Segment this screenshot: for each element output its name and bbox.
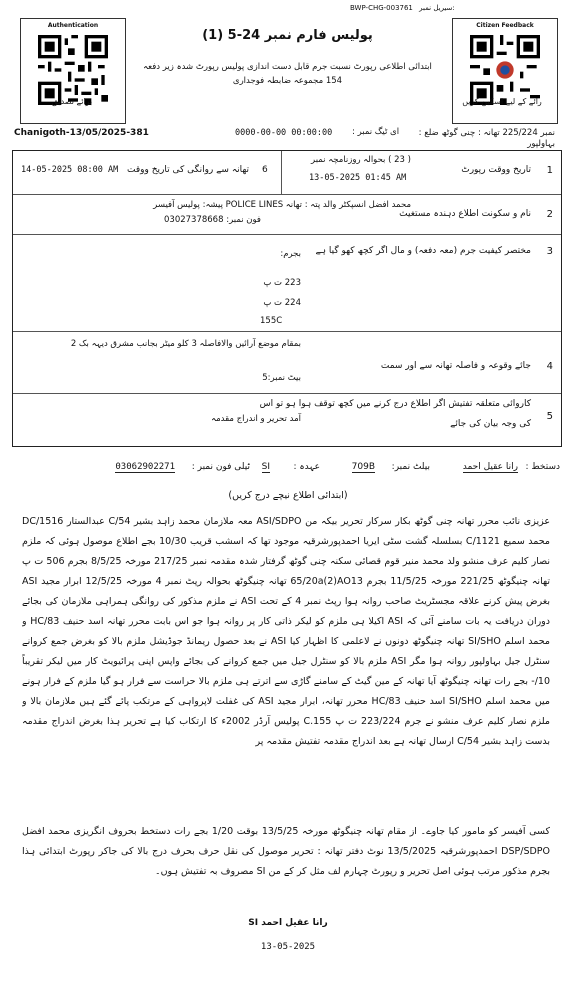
- feedback-qr-box[interactable]: [452, 18, 558, 124]
- row-1-label: تاریخ ووقت رپورٹ: [461, 165, 531, 175]
- eticket-label: ای ٹیگ نمبر :: [352, 127, 400, 137]
- row-3-section-2: 224 ت پ: [263, 298, 301, 308]
- row-6-label: تھانہ سے روانگی کی تاریخ ووقت: [127, 165, 249, 175]
- phone-label: ٹیلی فون نمبر :: [191, 462, 250, 472]
- row-5-label: کاروائی متعلقہ تفتیش اگر اطلاع درج کرنے میں کچھ توقف ہوا ہو تو اس: [259, 399, 531, 409]
- rank-label: عہدہ :: [293, 462, 320, 472]
- row-3-section-1: 223 ت پ: [263, 278, 301, 288]
- feedback-caption: رائے کے لیے اسکین کریں: [462, 97, 542, 106]
- row-2-complainant: محمد افضل انسپکٹر والد پتہ : تھانہ POLICE LINES پیشہ: پولیس آفیسر: [153, 200, 411, 210]
- row-6-number: 6: [262, 165, 268, 175]
- row-2-label: نام و سکونت اطلاع دہندہ مستغیث: [399, 209, 531, 219]
- closing-paragraph: کسی آفیسر کو مامور کیا جاوے۔ از مقام تھانہ چنیگوٹھ مورخہ 13/5/25 بوقت 1/20 بجے رات دستخط بحروف انگریزی محمد افضل DSP/SDPO احمدپورشرقیہ 13/5/2025 نوٹ دفتر تھانہ : تحریر موصول کی نقل حرف بحرف درج بالا کی جاکر رپورٹ ابتدائی ہذا بجرم مذکور مرتب ہوئی اصل تحریر و رپورٹ چہارم لف مثل کر کے من SI مصروف بہ تفتیش ہوں۔: [22, 826, 550, 877]
- fir-details-table: [12, 150, 562, 447]
- belt-value: 709B: [351, 462, 375, 472]
- officer-name: رانا عقیل احمد SI: [248, 918, 328, 928]
- form-subtitle: ابتدائی اطلاعی رپورٹ نسبت جرم قابل دست اندازی پولیس رپورٹ شدہ زیر دفعہ 154 مجموعہ ضابطہ فوجداری: [143, 62, 432, 86]
- row-4-location: بمقام موضع آرائیں والافاصلہ 3 کلو میٹر بجانب مشرق دیہہ بک 2: [70, 339, 301, 349]
- serial-number: [350, 4, 455, 12]
- row-3-label: مختصر کیفیت جرم (معہ دفعہ) و مال اگر کچھ کھو گیا ہے: [315, 246, 531, 256]
- authentication-title: Authentication: [47, 22, 99, 29]
- authentication-qr-box[interactable]: [20, 18, 126, 124]
- signature-label: دستخط :: [525, 462, 560, 472]
- authentication-qr-icon: [38, 35, 108, 105]
- row-3-crime-label: بجرم:: [280, 249, 301, 259]
- phone-value: 03062902271: [115, 462, 175, 472]
- row-2-number: 2: [546, 209, 553, 220]
- row-5-label-cont: کی وجہ بیان کی جائے: [450, 419, 531, 429]
- rank-value: SI: [261, 462, 270, 472]
- row-1-datetime: 13-05-2025 01:45 AM: [309, 173, 407, 183]
- row-3-number: 3: [546, 246, 553, 257]
- eticket-value: 0000-00-00 00:00:00: [235, 128, 333, 138]
- row-4-number: 4: [546, 361, 553, 372]
- row-4-label: جائے وقوعہ و فاصلہ تھانہ سے اور سمت: [380, 361, 531, 371]
- row-6-datetime: 14-05-2025 08:00 AM: [21, 165, 119, 175]
- authentication-caption: برائے تصدیق: [51, 97, 93, 106]
- feedback-title: Citizen Feedback: [476, 22, 534, 29]
- signature-line: [12, 462, 560, 480]
- row-5-action: آمد تحریر و اندراج مقدمہ: [211, 414, 301, 424]
- serial-label: سیریل نمبر:: [419, 4, 455, 12]
- row-5-number: 5: [546, 411, 553, 422]
- row-2-phone: فون نمبر: 03027378668: [164, 215, 261, 225]
- row-4-beat: بیٹ نمبر:5: [262, 373, 301, 383]
- row-1-reference: ( 23 ) بحوالہ روزنامچہ نمبر: [311, 155, 411, 165]
- first-information-paragraph: عزیزی نائب محرر تھانہ چنی گوٹھ بکار سرکار تحریر بیکہ من ASI/SDPO معہ ملازمان محمد زاہد بشیر 54/C عبدالستار 1516/DC محمد سمیع 1121/C بسلسلہ گشت سٹی ایریا احمدپورشرقیہ موجود تھا کہ اسشب قریب 10/30 بجے اطلاع موصول ہوئی کہ ملزم نصار کلیم عرف منشو ولد محمد منیر قوم قصائی سکنہ چنی گوٹھ گرفتار شدہ مقدمہ نمبر 217/25 مورخہ 8/5/25 بجرم 506 ت پ تھانہ چنیگوٹھ 221/25 مورخہ 11/5/25 بجرم 65/20a(2)AO13 تھانہ چنیگوٹھ بحوالہ رپٹ نمبر 4 مورخہ 12/5/25 ابرار مجید ASI بغرض پیش کرنے علاقہ مجسٹریٹ صاحب روانہ ہوا رپٹ نمبر 4 کے تحت ASI نے ملزم مذکور کی روانگی ہمراہی ملازمان کی بجائے دوران دریافت یہ بات سامنے آئی کہ ASI اکیلا ہی ملزم کو لیکر ذاتی کار پر روانہ ہوا جو اس بابت محرر تھانہ اسد حنیف 83/HC و محمد اسلم SI/SHO تھانہ چنیگوٹھ دونوں نے لاعلمی کا اظہار کیا ASI نے بعد حصول ریمانڈ جوڈیشل ملزم بالا کو بغرض جمع کروانے سنٹرل جیل بہاولپور روانہ ہوا مگر ASI ملزم بالا کو سنٹرل جیل میں جمع کروانے کی بجائے واپس اپنی پرائیویٹ کار میں لیکر تقریباً 10/- بجے رات تھانہ چنیگوٹھ آیا تھانہ کے مین گیٹ کے سامنے گاڑی سے اترتے ہی ملزم بالا حراست سے فرار ہو گیا ملزم کے فرار ہونے میں محمد اسلم SI/SHO اسد حنیف 83/HC محرر تھانہ، ابرار مجید ASI کی غفلت لاپرواہی کے مرتکب پائے گئے ہیں ملازمان بالا و ملزم نصار کلیم عرف منشو نے جرم 223/224 ت پ C.155 پولیس آرڈر 2002ء کا ارتکاب کیا ہے تحریر ہذا بغرض اندراج مقدمہ بدست زاہد بشیر 54/C ارسال تھانہ ہے بعد اندراج مقدمہ تفتیش مقدمہ پر: [22, 516, 550, 747]
- row-1-number: 1: [546, 165, 553, 176]
- row-3-section-3: 155C: [260, 316, 283, 326]
- serial-value: BWP-CHG-003761: [350, 4, 413, 12]
- fir-number-line: نمبر 225/224 تھانہ : چنی گوٹھ ضلع : بہاولپور: [418, 128, 555, 149]
- paragraph-heading: (ابتدائی اطلاع نیچے درج کریں): [228, 490, 348, 501]
- feedback-qr-icon: [470, 35, 540, 105]
- report-date: 13-05-2025: [260, 942, 316, 952]
- belt-label: بیلٹ نمبر:: [391, 462, 430, 472]
- place-date-code: Chanigoth-13/05/2025-381: [14, 128, 149, 138]
- form-title: پولیس فارم نمبر 24-5 (1): [202, 28, 373, 43]
- signature-value: رانا عقیل احمد: [462, 462, 518, 472]
